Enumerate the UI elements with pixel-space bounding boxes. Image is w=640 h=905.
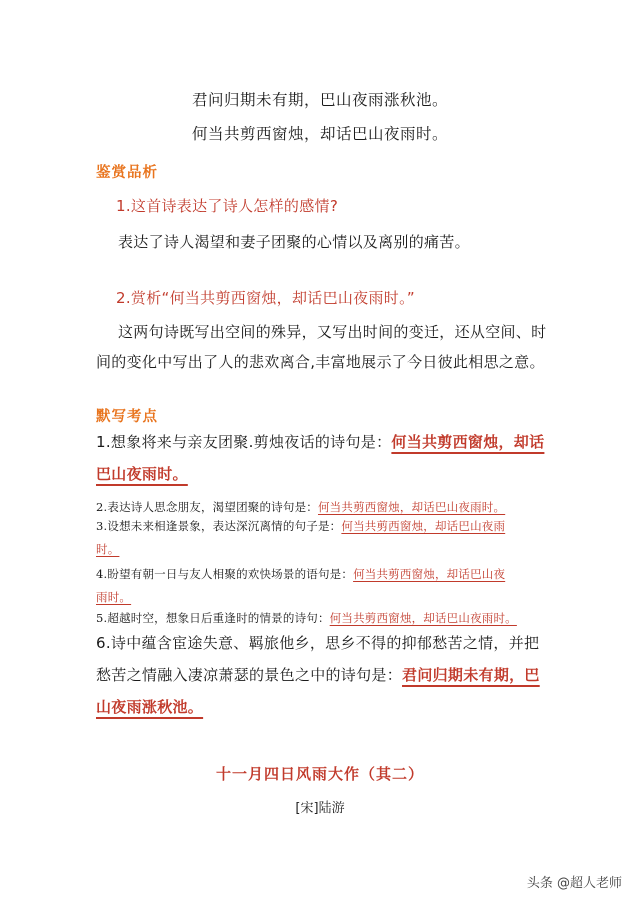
dictation-item-1-answer: 何当共剪西窗烛，却话	[391, 433, 545, 451]
dictation-item-1-answer-cont: 巴山夜雨时。	[96, 465, 188, 483]
answer-2-line-1: 这两句诗既写出空间的殊异，又写出时间的变迁，还从空间、时	[118, 323, 547, 341]
poem-line-1: 君问归期未有期，巴山夜雨涨秋池。	[191, 91, 448, 109]
dictation-item-1	[96, 426, 556, 490]
dictation-heading: 默写考点	[96, 409, 158, 425]
dictation-item-1-prompt: 1.想象将来与亲友团聚.剪烛夜话的诗句是：	[96, 433, 392, 451]
answer-1: 表达了诗人渴望和妻子团聚的心情以及离别的痛苦。	[118, 233, 470, 251]
dictation-item-6-prompt-line-2: 愁苦之情融入凄凉萧瑟的景色之中的诗句是：	[96, 666, 403, 684]
dictation-item-5-prompt: 5.超越时空，想象日后重逢时的情景的诗句：	[96, 611, 330, 625]
dictation-item-2-answer: 何当共剪西窗烛，却话巴山夜雨时。	[317, 500, 506, 514]
dictation-item-4-prompt: 4.盼望有朝一日与友人相聚的欢快场景的语句是：	[96, 567, 354, 581]
dictation-item-3-answer-cont: 时。	[96, 542, 120, 556]
question-2: 2.赏析“何当共剪西窗烛，却话巴山夜雨时。”	[116, 289, 415, 307]
dictation-item-5-answer: 何当共剪西窗烛，却话巴山夜雨时。	[329, 611, 517, 625]
question-1: 1.这首诗表达了诗人怎样的感情?	[116, 197, 339, 215]
dictation-item-6-prompt-line-1: 6.诗中蕴含宦途失意、羁旅他乡，思乡不得的抑郁愁苦之情，并把	[96, 634, 540, 652]
dictation-item-3	[96, 515, 556, 561]
next-poem-author: [宋]陆游	[295, 801, 345, 816]
dictation-item-6-answer: 君问归期未有期，巴	[402, 666, 540, 684]
dictation-item-3-answer: 何当共剪西窗烛，却话巴山夜雨	[341, 519, 506, 533]
dictation-item-6-answer-cont: 山夜雨涨秋池。	[96, 698, 204, 716]
next-poem-title: 十一月四日风雨大作（其二）	[215, 765, 424, 783]
dictation-item-4-answer: 何当共剪西窗烛，却话巴山夜	[353, 567, 506, 581]
appreciation-heading: 鉴赏品析	[96, 165, 158, 181]
poem-line-2: 何当共剪西窗烛，却话巴山夜雨时。	[191, 125, 448, 143]
dictation-item-2-prompt: 2.表达诗人思念朋友，渴望团聚的诗句是：	[96, 500, 318, 514]
dictation-item-4	[96, 563, 556, 609]
answer-2-line-2: 间的变化中写出了人的悲欢离合,丰富地展示了今日彼此相思之意。	[96, 353, 545, 371]
watermark: 头条 @超人老师	[526, 876, 622, 891]
dictation-item-3-prompt: 3.设想未来相逢景象，表达深沉离情的句子是：	[96, 519, 342, 533]
dictation-item-4-answer-cont: 雨时。	[96, 590, 132, 604]
dictation-item-6	[96, 627, 566, 723]
